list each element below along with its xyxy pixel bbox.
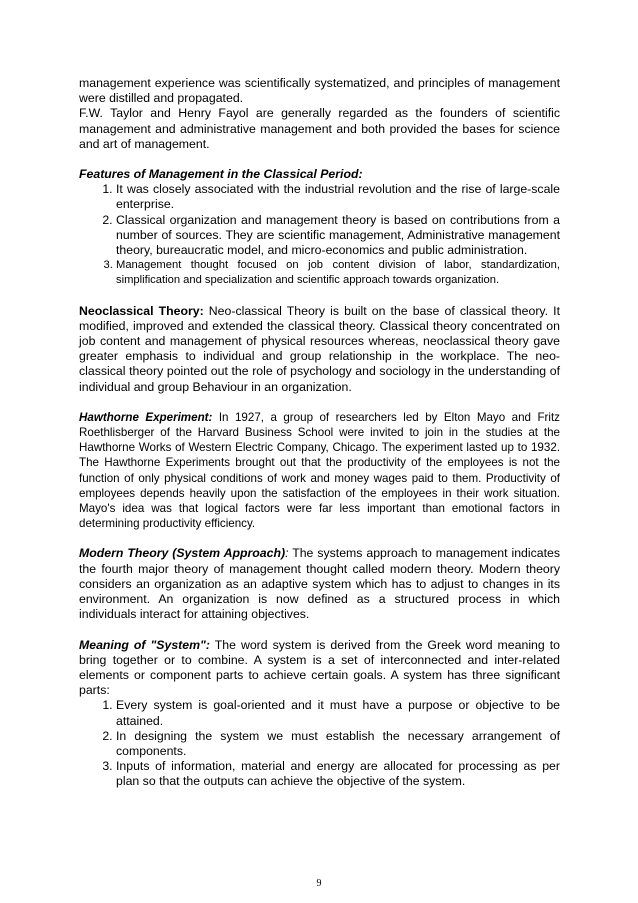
list-item: 1. Every system is goal-oriented and it must have a purpose or objective to be attained. xyxy=(116,698,560,728)
modern-theory-colon: : xyxy=(285,546,289,561)
neoclassical-heading: Neoclassical Theory: xyxy=(79,303,204,318)
modern-theory-paragraph xyxy=(79,546,560,622)
list-item: 2. Classical organization and management theory is based on contributions from a number of sources. They are scientific management, Administrative management theory, bureaucratic model, and micro-economics and public administration. xyxy=(116,213,560,259)
hawthorne-text: In 1927, a group of researchers led by Elton Mayo and Fritz Roethlisberger of the Harvard Business School were invited to join in the studies at the Hawthorne Works of Western Electric Company, Chicago. The experiment lasted up to 1932. The Hawthorne Experiments brought out that the productivity of the employees is not the function of only physical conditions of work and money wages paid to them. Productivity of employees depends heavily upon the satisfaction of the employees in their work situation. Mayo's idea was that logical factors were far less important than emotional factors in determining productivity efficiency. xyxy=(79,410,560,531)
document-page xyxy=(79,76,560,790)
system-paragraph xyxy=(79,638,560,699)
modern-theory-text: The systems approach to management indicates the fourth major theory of management thought called modern theory. Modern theory considers an organization as an adaptive system which has to adjust to changes in its environment. An organization is now defined as a structured process in which individuals interact for attaining objectives. xyxy=(79,546,560,622)
hawthorne-heading: Hawthorne Experiment: xyxy=(79,410,213,424)
hawthorne-paragraph xyxy=(79,410,560,532)
list-item: 1. It was closely associated with the industrial revolution and the rise of large-scale enterprise. xyxy=(116,182,560,212)
list-item: 2. In designing the system we must establish the necessary arrangement of components. xyxy=(116,729,560,759)
features-heading: Features of Management in the Classical Period: xyxy=(79,167,363,182)
features-list xyxy=(79,182,560,258)
intro-paragraph-2: F.W. Taylor and Henry Fayol are generally regarded as the founders of scientific management and administrative management and both provided the bases for science and art of management. xyxy=(79,106,560,151)
intro-paragraph-1: management experience was scientifically systematized, and principles of management were distilled and propagated. xyxy=(79,76,560,106)
modern-theory-heading: Modern Theory (System Approach) xyxy=(79,546,286,561)
neoclassical-paragraph xyxy=(79,304,560,395)
list-item: 3. Inputs of information, material and energy are allocated for processing as per plan so that the outputs can achieve the objective of the system. xyxy=(116,759,560,789)
neoclassical-text: Neo-classical Theory is built on the base of classical theory. It modified, improved and extended the classical theory. Classical theory concentrated on job content and management of physical resources whereas, neoclassical theory gave greater emphasis to individual and group relationship in the workplace. The neo-classical theory pointed out the role of psychology and sociology in the understanding of individual and group Behaviour in an organization. xyxy=(79,303,560,394)
system-text: The word system is derived from the Greek word meaning to bring together or to combine. A system is a set of interconnected and inter-related elements or component parts to achieve certain goals. A system has three significant parts: xyxy=(79,637,560,698)
features-list-continued xyxy=(79,258,560,288)
system-heading: Meaning of "System": xyxy=(79,637,210,652)
page-number: 9 xyxy=(316,878,322,889)
system-parts-list xyxy=(79,698,560,789)
list-item: 3. Management thought focused on job content division of labor, standardization, simplification and specialization and scientific approach towards organization. xyxy=(116,258,560,288)
